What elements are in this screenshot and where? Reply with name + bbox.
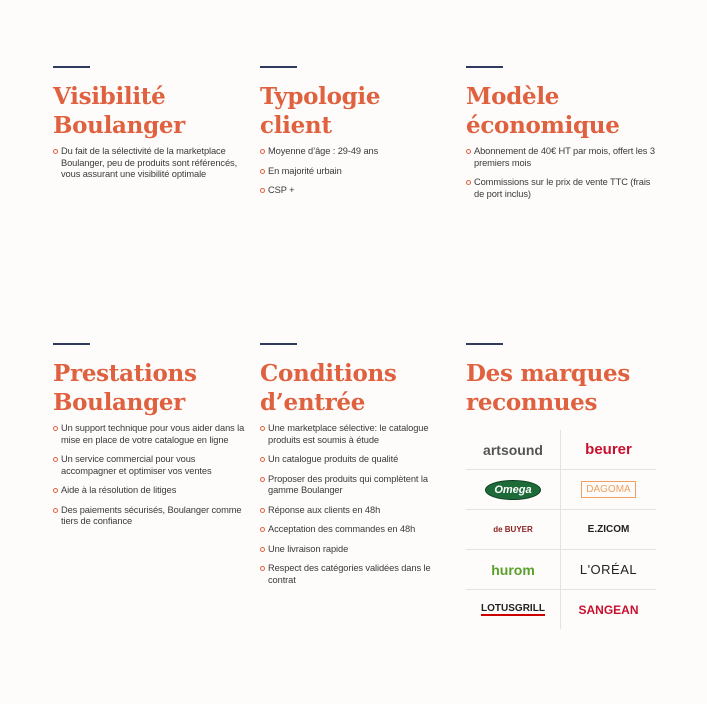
- list-item: Abonnement de 40€ HT par mois, offert les 3 premiers mois: [466, 146, 661, 169]
- section-title: Typologie client: [260, 83, 381, 139]
- list-item: Aide à la résolution de litiges: [53, 485, 245, 497]
- section-list: [260, 146, 445, 197]
- section-typologie: [260, 66, 445, 205]
- brand-logo-artsound: artsound: [466, 430, 561, 470]
- brand-logo-ezicom: E.ZICOM: [561, 510, 656, 550]
- section-list: [260, 423, 445, 586]
- list-item: CSP +: [260, 185, 445, 197]
- section-divider: [466, 343, 503, 345]
- brand-logo-beurer: beurer: [561, 430, 656, 470]
- section-modele: [466, 66, 661, 208]
- section-visibilite: [53, 66, 245, 189]
- brand-logo-hurom: hurom: [466, 550, 561, 590]
- list-item: Une marketplace sélective: le catalogue produits est soumis à étude: [260, 423, 445, 446]
- list-item: En majorité urbain: [260, 166, 445, 178]
- section-title: Visibilité Boulanger: [53, 83, 185, 139]
- section-divider: [466, 66, 503, 68]
- list-item: Du fait de la sélectivité de la marketplace Boulanger, peu de produits sont référencés, vous assurant une visibilité optimale: [53, 146, 245, 181]
- section-divider: [260, 66, 297, 68]
- section-list: [53, 423, 245, 528]
- section-list: [53, 146, 245, 181]
- list-item: Des paiements sécurisés, Boulanger comme tiers de confiance: [53, 505, 245, 528]
- list-item: Acceptation des commandes en 48h: [260, 524, 445, 536]
- section-divider: [260, 343, 297, 345]
- brand-logo-dagoma: DAGOMA: [561, 470, 656, 510]
- section-conditions: [260, 343, 445, 594]
- section-divider: [53, 343, 90, 345]
- brand-logo-loreal: L'ORÉAL: [561, 550, 656, 590]
- brand-logo-sangean: SANGEAN: [578, 602, 639, 617]
- section-marques: [466, 343, 661, 423]
- brand-logo-debuyer: de BUYER: [466, 510, 561, 550]
- section-divider: [53, 66, 90, 68]
- section-title: Des marques reconnues: [466, 360, 630, 416]
- list-item: Réponse aux clients en 48h: [260, 505, 445, 517]
- list-item: Proposer des produits qui complètent la gamme Boulanger: [260, 474, 445, 497]
- brand-logo-omega: Omega: [466, 470, 561, 510]
- list-item: Un catalogue produits de qualité: [260, 454, 445, 466]
- list-item: Une livraison rapide: [260, 544, 445, 556]
- list-item: Moyenne d’âge : 29-49 ans: [260, 146, 445, 158]
- section-prestations: [53, 343, 245, 536]
- list-item: Un support technique pour vous aider dans la mise en place de votre catalogue en ligne: [53, 423, 245, 446]
- section-title: Conditions d’entrée: [260, 360, 397, 416]
- section-title: Modèle économique: [466, 83, 620, 139]
- section-title: Prestations Boulanger: [53, 360, 197, 416]
- section-list: [466, 146, 661, 200]
- brand-logo-grid: [466, 430, 656, 629]
- list-item: Un service commercial pour vous accompagner et optimiser vos ventes: [53, 454, 245, 477]
- list-item: Commissions sur le prix de vente TTC (frais de port inclus): [466, 177, 661, 200]
- list-item: Respect des catégories validées dans le contrat: [260, 563, 445, 586]
- brand-logo-lotusgrill: LOTUSGRILL: [466, 590, 561, 629]
